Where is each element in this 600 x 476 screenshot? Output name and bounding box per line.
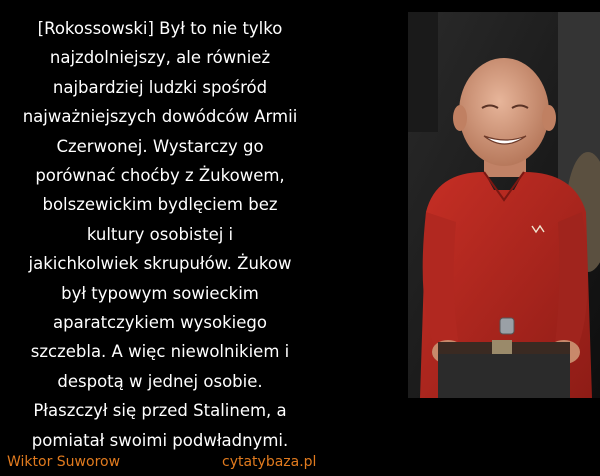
site-link[interactable]: cytatybaza.pl (222, 454, 317, 470)
quote-line: porównać choćby z Żukowem, (35, 166, 285, 186)
quote-line: aparatczykiem wysokiego (53, 313, 267, 333)
quote-line: kultury osobistej i (86, 224, 234, 244)
quote-line: jakichkolwiek skrupułów. Żukow (28, 254, 292, 274)
quote-line: despotą w jednej osobie. (57, 371, 263, 391)
quote-line: Czerwonej. Wystarczy go (56, 136, 264, 156)
quote-line: najważniejszych dowódców Armii (22, 107, 298, 127)
author-photo (408, 12, 600, 398)
quote-line: [Rokossowski] Był to nie tylko (37, 19, 283, 38)
quote-line: pomiatał swoimi podwładnymi. (31, 430, 289, 450)
quote-line: najzdolniejszy, ale również (49, 48, 271, 68)
quote-line: był typowym sowieckim (61, 283, 259, 303)
footer (0, 446, 600, 476)
author-link[interactable]: Wiktor Suworow (7, 454, 121, 470)
quote-line: Płaszczył się przed Stalinem, a (33, 401, 287, 421)
author-portrait-illustration (408, 12, 600, 398)
quote-text (10, 14, 310, 455)
quote-line: szczebla. A więc niewolnikiem i (30, 342, 290, 362)
quote-line: najbardziej ludzki spośród (52, 77, 268, 97)
quote-line: bolszewickim bydlęciem bez (42, 195, 278, 215)
